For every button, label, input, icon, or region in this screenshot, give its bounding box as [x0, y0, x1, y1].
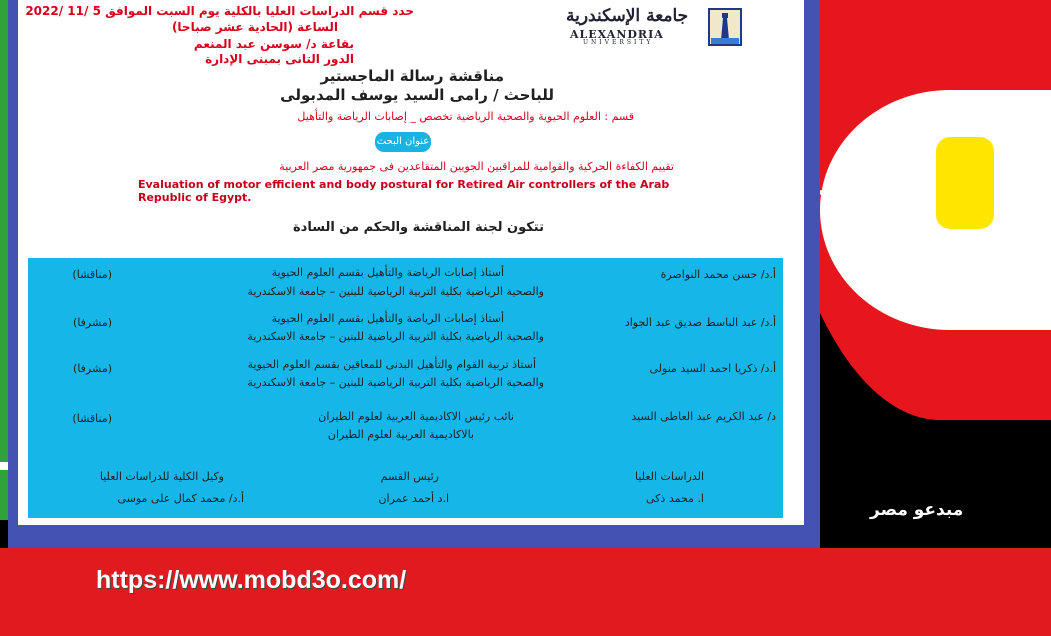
member-desc-1: نائب رئيس الاكاديمية العربية لعلوم الطيران — [318, 410, 514, 423]
member-name: أ.د/ عبد الباسط صديق عبد الجواد — [624, 316, 776, 329]
member-desc-2: والصحية الرياضية بكلية التربية الرياضية للبنين – جامعة الاسكندرية — [247, 376, 544, 389]
signature-title: وكيل الكلية للدراسات العليا — [99, 470, 224, 483]
brand-name: مبدعو مصر — [870, 500, 964, 520]
lighthouse-logo-icon — [708, 8, 742, 46]
member-role: (مناقشا) — [72, 412, 112, 425]
topic-english: Evaluation of motor efficient and body postural for Retired Air controllers of the Arab Republic of Egypt. — [138, 178, 670, 204]
announcement-page — [18, 0, 804, 525]
member-desc-2: والصحية الرياضية بكلية التربية الرياضية للبنين – جامعة الاسكندرية — [247, 285, 544, 298]
member-desc-1: أستاذ تربية القوام والتأهيل البدنى للمعاقين بقسم العلوم الحيوية — [247, 358, 536, 371]
schedule-line-2: الساعة (الحادية عشر صباحا) — [171, 20, 338, 34]
member-role: (مشرفا) — [73, 362, 112, 375]
member-desc-1: أستاذ إصابات الرياضة والتأهيل بقسم العلوم الحيوية — [271, 312, 504, 325]
research-title-badge: عنوان البحث — [375, 132, 431, 152]
member-desc-1: أستاذ إصابات الرياضة والتأهيل بقسم العلوم الحيوية — [271, 266, 504, 279]
university-name-en: ALEXANDRIA — [570, 28, 664, 41]
signature-name: ا.د أحمد عمران — [378, 492, 449, 505]
schedule-line-3: بقاعة د/ سوسن عبد المنعم — [193, 37, 354, 51]
yellow-highlight — [936, 137, 994, 229]
signature-name: أ.د/ محمد كمال على موسى — [117, 492, 244, 505]
member-name: د/ عبد الكريم عبد العاطى السيد — [631, 410, 776, 423]
member-desc-2: بالاكاديمية العربية لعلوم الطيران — [327, 428, 474, 441]
department-line: قسم : العلوم الحيوية والصحية الرياضية تخصص _ إصابات الرياضة والتأهيل — [297, 110, 634, 123]
researcher-name: للباحث / رامى السيد يوسف المدبولى — [280, 86, 554, 104]
topic-arabic: تقييم الكفاءة الحركية والقوامية للمراقبين الجويين المتقاعدين فى جمهورية مصر العربية — [279, 160, 674, 173]
announcement-frame — [8, 0, 820, 548]
university-sub-en: UNIVERSITY — [583, 39, 654, 46]
schedule-line-1: حدد قسم الدراسات العليا بالكلية يوم السبت الموافق 5 /11 /2022 — [25, 4, 414, 18]
member-role: (مشرفا) — [73, 316, 112, 329]
thesis-title: مناقشة رسالة الماجستير — [320, 67, 504, 85]
committee-heading: تتكون لجنة المناقشة والحكم من السادة — [292, 220, 544, 235]
university-name-ar: جامعة الإسكندرية — [566, 6, 689, 26]
schedule-line-4: الدور التانى بمبنى الإدارة — [205, 52, 354, 66]
signature-name: ا. محمد ذكى — [646, 492, 704, 505]
member-role: (مناقشا) — [72, 268, 112, 281]
signature-title: رئيس القسم — [380, 470, 439, 483]
member-name: أ.د/ ذكريا احمد السيد منولى — [649, 362, 776, 375]
member-name: أ.د/ حسن محمد النواصرة — [660, 268, 776, 281]
member-desc-2: والصحية الرياضية بكلية التربية الرياضية للبنين – جامعة الاسكندرية — [247, 330, 544, 343]
website-url[interactable]: https://www.mobd3o.com/ — [96, 566, 407, 594]
signature-title: الدراسات العليا — [635, 470, 704, 483]
